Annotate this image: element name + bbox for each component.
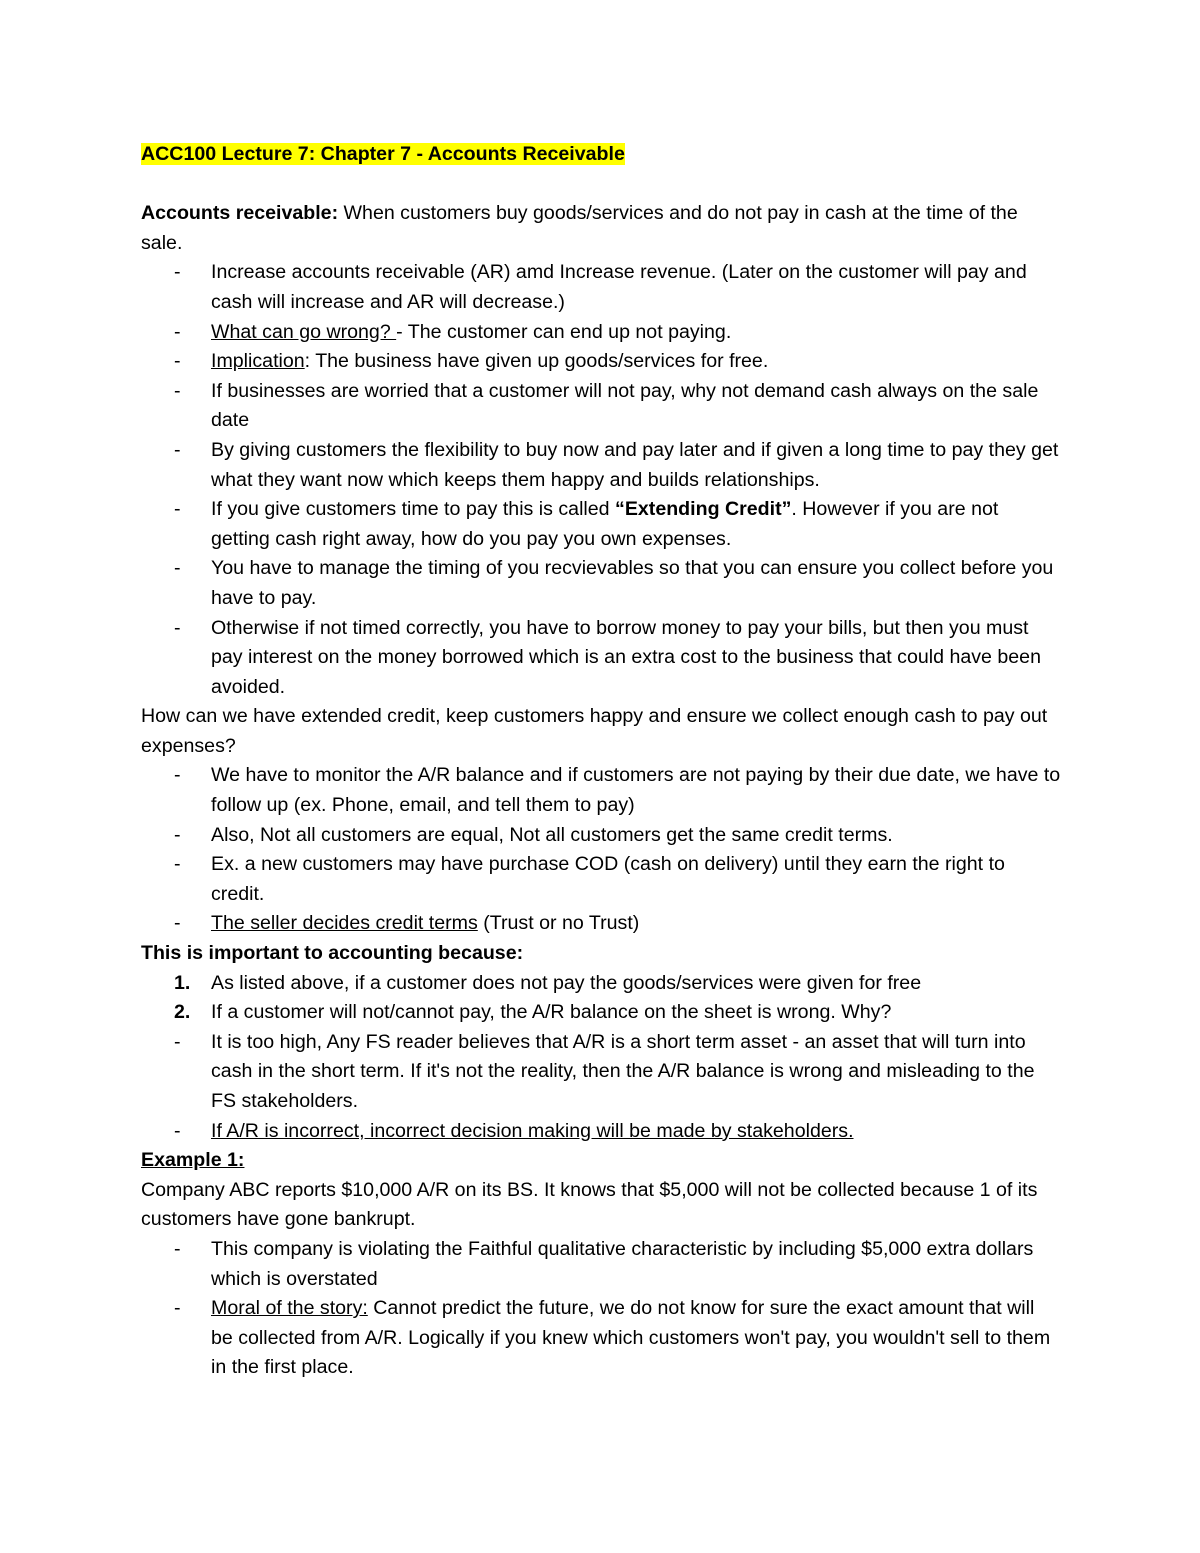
definition-text: When customers buy goods/services and do not pay in cash at the time of the sale. [141, 202, 1018, 254]
bold-text: “Extending Credit” [615, 498, 792, 521]
list-item-text: It is too high, Any FS reader believes that A/R is a short term asset - an asset that will turn into cash in the short term. If it's not the reality, then the A/R balance is wrong and misleading to the FS stakeholders. [211, 1030, 1035, 1112]
list-item-text: If you give customers time to pay this is called [211, 498, 616, 521]
list-item [141, 1235, 1061, 1294]
list-item [141, 1028, 1061, 1117]
bullet-list-1 [141, 258, 1061, 702]
list-item [141, 318, 1061, 348]
spacer [141, 170, 1061, 200]
numbered-item [141, 969, 1061, 999]
list-item-text: We have to monitor the A/R balance and if customers are not paying by their due date, we have to follow up (ex. Phone, email, and tell them to pay) [211, 764, 1061, 817]
dash-marker: - [174, 853, 181, 876]
list-item-text: If a customer will not/cannot pay, the A/R balance on the sheet is wrong. Why? [211, 1001, 892, 1024]
number-marker: 1. [174, 971, 191, 994]
list-item-text: (Trust or no Trust) [477, 912, 640, 935]
list-item-text: This company is violating the Faithful qualitative characteristic by including $5,000 extra dollars which is overstated [211, 1237, 1034, 1290]
dash-marker: - [174, 438, 181, 461]
list-item [141, 347, 1061, 377]
dash-marker: - [174, 1119, 181, 1142]
bullet-list-2 [141, 761, 1061, 939]
dash-marker: - [174, 1237, 181, 1260]
list-item-text: - The customer can end up not paying. [396, 320, 732, 343]
list-item [141, 554, 1061, 613]
number-marker: 2. [174, 1001, 191, 1024]
dash-marker: - [174, 557, 181, 580]
bullet-list-4 [141, 1235, 1061, 1383]
document-page [141, 140, 1061, 1383]
dash-marker: - [174, 350, 181, 373]
list-item-text: Ex. a new customers may have purchase COD (cash on delivery) until they earn the right to credit. [211, 853, 1005, 905]
list-item [141, 258, 1061, 317]
numbered-list [141, 969, 1061, 1028]
dash-marker: - [174, 764, 181, 787]
title-highlight: ACC100 Lecture 7: Chapter 7 - Accounts Receivable [141, 143, 625, 165]
bullet-list-3 [141, 1028, 1061, 1146]
page-title [141, 140, 1061, 170]
dash-marker: - [174, 616, 181, 639]
list-item [141, 436, 1061, 495]
list-item [141, 909, 1061, 939]
list-item [141, 761, 1061, 820]
list-item-text: : The business have given up goods/services for free. [304, 350, 769, 373]
underlined-text: If A/R is incorrect, incorrect decision making will be made by stakeholders. [211, 1119, 854, 1142]
list-item [141, 495, 1061, 554]
example-heading: Example 1: [141, 1149, 245, 1172]
dash-marker: - [174, 912, 181, 935]
question-paragraph: How can we have extended credit, keep customers happy and ensure we collect enough cash to pay out expenses? [141, 705, 1048, 757]
underlined-text: The seller decides credit terms [211, 912, 478, 935]
numbered-item [141, 998, 1061, 1028]
underlined-text: Implication [211, 350, 305, 373]
list-item-text: As listed above, if a customer does not pay the goods/services were given for free [211, 971, 922, 994]
example-paragraph: Company ABC reports $10,000 A/R on its BS. It knows that $5,000 will not be collected because 1 of its customers have gone bankrupt. [141, 1178, 1038, 1231]
dash-marker: - [174, 1030, 181, 1053]
list-item [141, 1117, 1061, 1147]
list-item-text: Increase accounts receivable (AR) amd Increase revenue. (Later on the customer will pay and cash will increase and AR will decrease.) [211, 261, 1027, 313]
underlined-text: What can go wrong? [211, 320, 397, 343]
important-heading: This is important to accounting because: [141, 942, 524, 965]
list-item [141, 821, 1061, 851]
list-item-text: Otherwise if not timed correctly, you have to borrow money to pay your bills, but then you must pay interest on the money borrowed which is an extra cost to the business that could have been avoided. [211, 616, 1041, 698]
list-item [141, 377, 1061, 436]
list-item-text: . However if you are not getting cash right away, how do you pay you own expenses. [211, 498, 999, 550]
definition-term: Accounts receivable: [141, 202, 339, 225]
definition-paragraph [141, 199, 1061, 258]
dash-marker: - [174, 379, 181, 402]
list-item-text: You have to manage the timing of you recvievables so that you can ensure you collect before you have to pay. [211, 557, 1054, 609]
list-item [141, 614, 1061, 703]
underlined-text: Moral of the story: [211, 1297, 368, 1320]
dash-marker: - [174, 1297, 181, 1320]
list-item-text: Cannot predict the future, we do not know for sure the exact amount that will be collected from A/R. Logically if you knew which customers won't pay, you wouldn't sell to them in the first place. [211, 1297, 1051, 1379]
dash-marker: - [174, 498, 181, 521]
dash-marker: - [174, 823, 181, 846]
dash-marker: - [174, 261, 181, 284]
list-item-text: By giving customers the flexibility to buy now and pay later and if given a long time to pay they get what they want now which keeps them happy and builds relationships. [211, 438, 1059, 491]
list-item-text: If businesses are worried that a customer will not pay, why not demand cash always on the sale date [211, 379, 1039, 432]
dash-marker: - [174, 320, 181, 343]
list-item-text: Also, Not all customers are equal, Not all customers get the same credit terms. [211, 823, 893, 846]
list-item [141, 1294, 1061, 1383]
list-item [141, 850, 1061, 909]
